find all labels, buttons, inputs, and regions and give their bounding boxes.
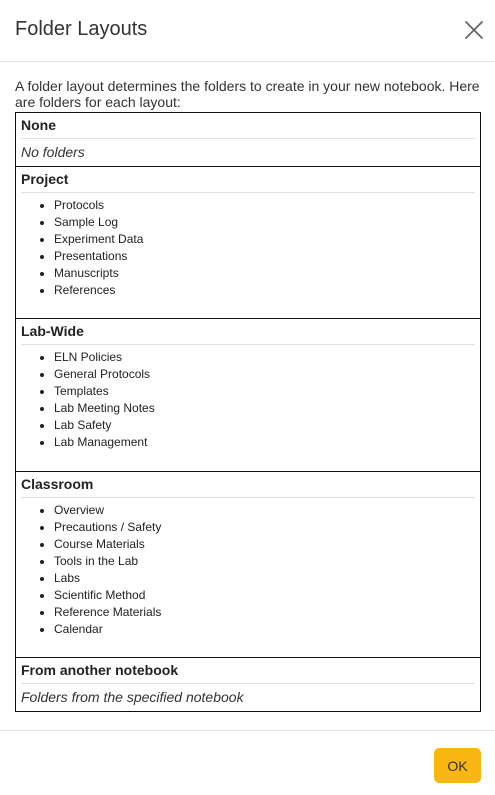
dialog-body <box>15 78 481 712</box>
list-item: • General Protocols <box>54 366 475 383</box>
list-item: • Labs <box>54 570 475 587</box>
list-item: • Calendar <box>54 621 475 638</box>
list-item: • ELN Policies <box>54 349 475 366</box>
layout-name: Lab-Wide <box>21 323 475 345</box>
dialog-title: Folder Layouts <box>15 18 148 40</box>
list-item: • Tools in the Lab <box>54 553 475 570</box>
list-item: • Lab Management <box>54 434 475 451</box>
layout-project <box>16 167 480 319</box>
list-item: • Course Materials <box>54 536 475 553</box>
dialog-header <box>0 0 495 62</box>
list-item: • Manuscripts <box>54 265 475 282</box>
layout-none <box>16 113 480 167</box>
layout-name: Project <box>21 171 475 193</box>
list-item: • Lab Meeting Notes <box>54 400 475 417</box>
list-item: • Experiment Data <box>54 231 475 248</box>
folder-list <box>21 502 475 638</box>
list-item: • Sample Log <box>54 214 475 231</box>
list-item: • Overview <box>54 502 475 519</box>
list-item: • Protocols <box>54 197 475 214</box>
layout-description: No folders <box>21 144 85 160</box>
list-item: • Presentations <box>54 248 475 265</box>
dialog-footer <box>0 730 495 795</box>
list-item: • Reference Materials <box>54 604 475 621</box>
list-item: • Lab Safety <box>54 417 475 434</box>
layout-name: Classroom <box>21 476 475 498</box>
layout-lab-wide <box>16 319 480 472</box>
folder-list <box>21 197 475 299</box>
layout-name: From another notebook <box>21 662 475 684</box>
layout-description: Folders from the specified notebook <box>21 689 244 705</box>
list-item: • Scientific Method <box>54 587 475 604</box>
layout-name: None <box>21 117 475 139</box>
close-button[interactable] <box>462 18 486 42</box>
list-item: • Precautions / Safety <box>54 519 475 536</box>
list-item: • Templates <box>54 383 475 400</box>
layout-from-another-notebook <box>16 658 480 711</box>
layout-classroom <box>16 472 480 658</box>
list-item: • References <box>54 282 475 299</box>
intro-text: A folder layout determines the folders to create in your new notebook. Here are folders for each layout: <box>15 78 480 110</box>
ok-button[interactable]: OK <box>434 748 481 783</box>
layouts-table <box>15 112 481 712</box>
folder-list <box>21 349 475 451</box>
close-icon <box>462 18 486 42</box>
